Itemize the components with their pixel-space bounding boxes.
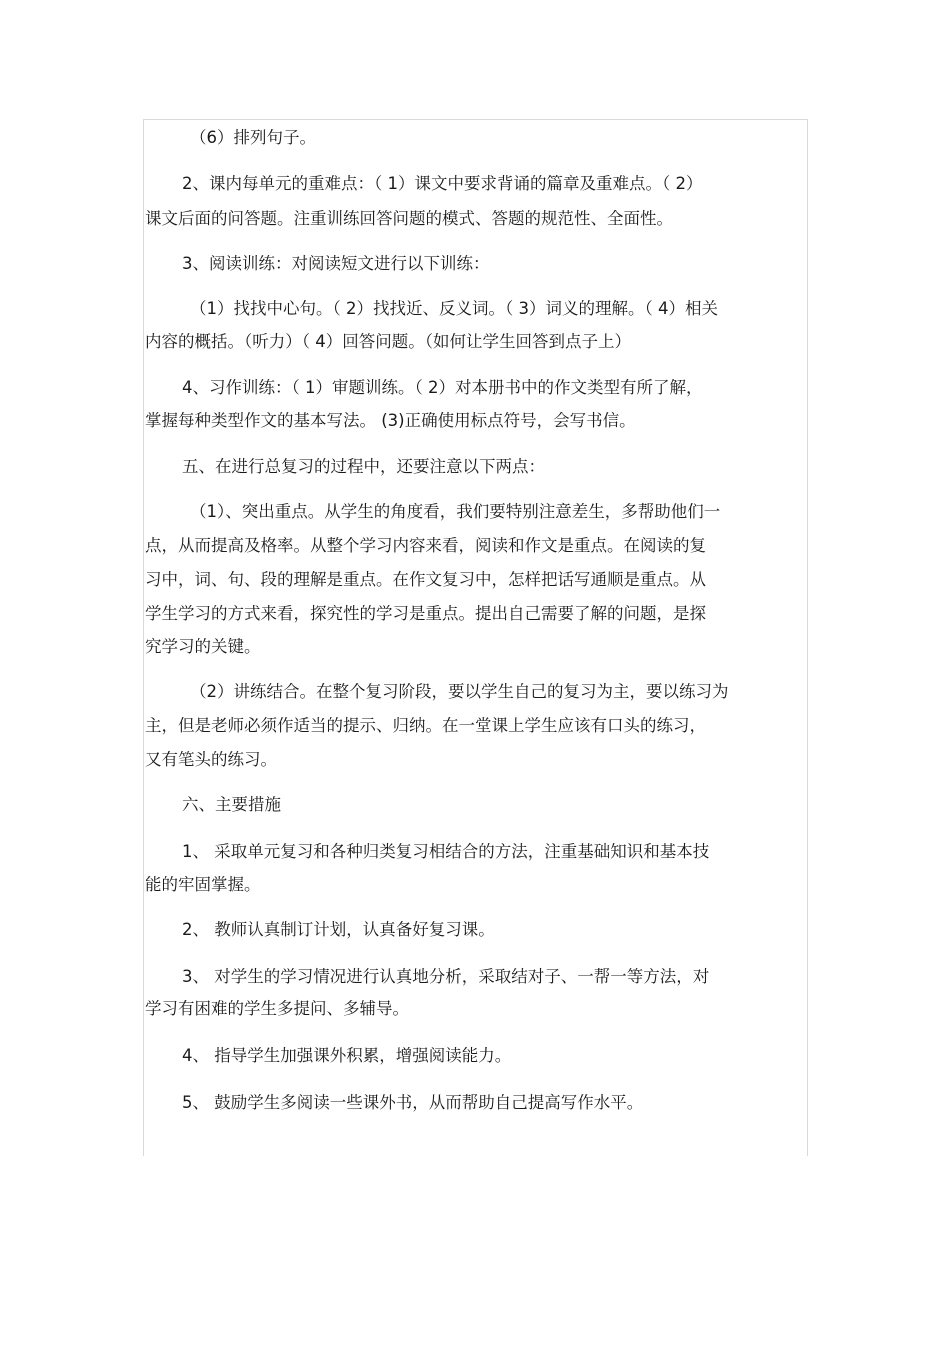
point-1-line-4: 学生学习的方式来看，探究性的学习是重点。提出自己需要了解的问题，是探 <box>145 604 706 623</box>
measure-2: 2、 教师认真制订计划，认真备好复习课。 <box>182 920 495 939</box>
measure-5: 5、 鼓励学生多阅读一些课外书，从而帮助自己提高写作水平。 <box>182 1093 644 1112</box>
section-6-heading: 六、主要措施 <box>182 795 281 814</box>
paragraph-3-heading: 3、阅读训练：对阅读短文进行以下训练： <box>182 254 490 273</box>
measure-3-line-1: 3、 对学生的学习情况进行认真地分析，采取结对子、一帮一等方法，对 <box>182 967 710 986</box>
paragraph-2-line-2: 课文后面的问答题。注重训练回答问题的模式、答题的规范性、全面性。 <box>145 209 673 228</box>
paragraph-2-line-1: 2、课内每单元的重难点：（ 1）课文中要求背诵的篇章及重难点。（ 2） <box>182 174 703 193</box>
measure-4: 4、 指导学生加强课外积累，增强阅读能力。 <box>182 1046 512 1065</box>
point-1-line-5: 究学习的关键。 <box>145 637 261 656</box>
paragraph-4-line-1: 4、习作训练：（ 1）审题训练。（ 2）对本册书中的作文类型有所了解， <box>182 378 703 397</box>
measure-1-line-1: 1、 采取单元复习和各种归类复习相结合的方法，注重基础知识和基本技 <box>182 842 710 861</box>
measure-3-line-2: 学习有困难的学生多提问、多辅导。 <box>145 999 409 1018</box>
reading-items-line-2: 内容的概括。（听力）（ 4）回答问题。（如何让学生回答到点子上） <box>145 332 631 351</box>
point-2-line-1: （2）讲练结合。在整个复习阶段，要以学生自己的复习为主，要以练习为 <box>190 682 729 701</box>
measure-1-line-2: 能的牢固掌握。 <box>145 875 261 894</box>
paragraph-4-line-2: 掌握每种类型作文的基本写法。 (3)正确使用标点符号，会写书信。 <box>145 411 636 430</box>
item-6-sort-sentences: （6）排列句子。 <box>190 128 316 147</box>
point-1-line-2: 点，从而提高及格率。从整个学习内容来看，阅读和作文是重点。在阅读的复 <box>145 536 706 555</box>
reading-items-line-1: （1）找找中心句。（ 2）找找近、反义词。（ 3）词义的理解。（ 4）相关 <box>190 299 718 318</box>
point-2-line-2: 主，但是老师必须作适当的提示、归纳。在一堂课上学生应该有口头的练习， <box>145 716 706 735</box>
point-2-line-3: 又有笔头的练习。 <box>145 750 277 769</box>
point-1-line-3: 习中，词、句、段的理解是重点。在作文复习中，怎样把话写通顺是重点。从 <box>145 570 706 589</box>
point-1-line-1: （1）、突出重点。从学生的角度看，我们要特别注意差生，多帮助他们一 <box>190 502 721 521</box>
section-5-heading: 五、在进行总复习的过程中，还要注意以下两点： <box>182 457 545 476</box>
